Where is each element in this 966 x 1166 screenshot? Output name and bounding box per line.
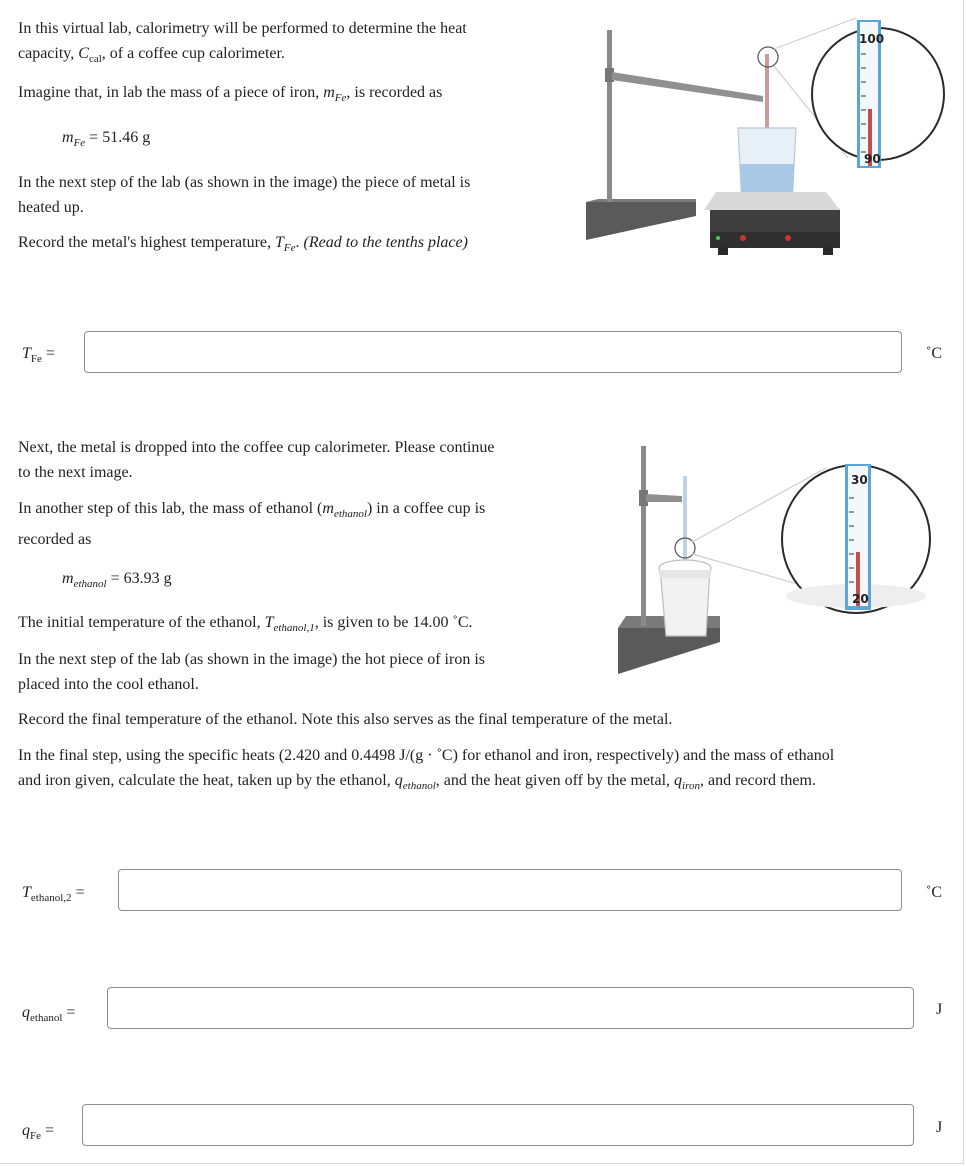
qeth-sub: ethanol (30, 1012, 63, 1024)
calc-paragraph (18, 743, 958, 799)
final-record-text: Record the final temperature of the ethanol. Note this also serves as the final temperature of the metal. (18, 711, 673, 728)
calc-var-q2-sub: iron (682, 780, 700, 792)
clamp2-arm (646, 494, 682, 502)
eth-line-b: ) in a coffee cup is (366, 500, 486, 517)
eq-mass-value: = 51.46 g (89, 129, 151, 146)
place-line-b: placed into the cool ethanol. (18, 676, 199, 693)
intro-paragraph (18, 16, 558, 72)
teth2-sub: ethanol,2 (30, 892, 72, 904)
clamp-arm (612, 72, 763, 102)
thermo2-label-30: 30 (851, 473, 868, 487)
stand2-rod (641, 446, 646, 626)
thermo-label-90: 90 (864, 152, 881, 166)
intro-line-2a: capacity, (18, 45, 75, 62)
mass-line-b: , is recorded as (346, 84, 443, 101)
calc-var-q1-sub: ethanol (402, 780, 436, 792)
record-paragraph (18, 230, 468, 261)
heat-paragraph (18, 170, 558, 220)
tfe-eq: = (45, 345, 55, 362)
calc-line-a: In the final step, using the specific heats (2.420 and 0.4498 J/(g · ˚C) for ethanol and iron, respectively) and the mass of ethanol (18, 747, 835, 764)
teth2-input[interactable] (118, 869, 902, 911)
ethanol-mass-equation (62, 566, 172, 597)
qeth-label (22, 1004, 75, 1024)
calc-line-b3: , and record them. (699, 772, 816, 789)
mass-paragraph (18, 80, 442, 111)
lab-image-calorimeter (612, 442, 942, 682)
qfe-eq: = (45, 1122, 55, 1139)
teth2-unit: ˚C (926, 884, 942, 901)
init-line-a: The initial temperature of the ethanol, (18, 614, 261, 631)
intro-line-2b: , of a coffee cup calorimeter. (101, 45, 285, 62)
record-hint: (Read to the tenths place) (303, 234, 468, 251)
drop-paragraph (18, 435, 578, 485)
qfe-var: q (22, 1122, 30, 1139)
tfe-sub: Fe (30, 353, 42, 365)
mass-line-a: Imagine that, in lab the mass of a piece of iron, (18, 84, 320, 101)
mass-equation (62, 125, 150, 156)
var-C-sub: cal (88, 53, 102, 65)
init-line-b: , is given to be 14.00 ˚C. (314, 614, 473, 631)
stand-rod (607, 30, 612, 202)
stand-base (586, 202, 696, 240)
heat-line-a: In the next step of the lab (as shown in the image) the piece of metal is (18, 174, 471, 191)
qfe-unit: J (936, 1119, 943, 1136)
intro-line-1: In this virtual lab, calorimetry will be performed to determine the heat (18, 20, 467, 37)
eth-eq-value: = 63.93 g (110, 570, 172, 587)
qeth-var: q (22, 1004, 30, 1021)
qfe-label (22, 1122, 54, 1142)
tfe-unit: ˚C (926, 345, 942, 362)
final-record-paragraph (18, 707, 672, 732)
heat-line-b: heated up. (18, 199, 84, 216)
place-line-a: In the next step of the lab (as shown in the image) the hot piece of iron is (18, 651, 485, 668)
eth-var-m: m (322, 500, 334, 517)
qeth-eq: = (66, 1004, 76, 1021)
teth2-var: T (22, 884, 31, 901)
eq-m-sub: Fe (73, 137, 86, 149)
eq-m: m (62, 129, 74, 146)
teth2-label (22, 884, 85, 904)
var-m-sub: Fe (334, 92, 347, 104)
tfe-label (22, 345, 55, 365)
ethanol-mass-paragraph (18, 496, 578, 552)
coffee-cup (660, 568, 710, 636)
record-line-b: . (295, 234, 300, 251)
calc-line-b1: and iron given, calculate the heat, taken up by the ethanol, (18, 772, 391, 789)
var-T: T (275, 234, 284, 251)
tfe-input[interactable] (84, 331, 902, 373)
place-paragraph (18, 647, 578, 697)
eth-var-sub: ethanol (333, 508, 367, 520)
eth-line-c: recorded as (18, 531, 92, 548)
record-line-a: Record the metal's highest temperature, (18, 234, 272, 251)
tfe-var: T (22, 345, 31, 362)
thermo2-label-20: 20 (852, 592, 869, 606)
drop-line-b: to the next image. (18, 464, 133, 481)
calc-var-q1: q (394, 772, 403, 789)
initial-temp-paragraph (18, 610, 473, 641)
eth-eq-sub: ethanol (73, 578, 107, 590)
qfe-sub: Fe (30, 1130, 41, 1142)
calc-line-b2: , and the heat given off by the metal, (435, 772, 671, 789)
drop-line-a: Next, the metal is dropped into the coffee cup calorimeter. Please continue (18, 439, 495, 456)
qfe-input[interactable] (82, 1104, 914, 1146)
qeth-input[interactable] (107, 987, 914, 1029)
var-C: C (78, 45, 89, 62)
calc-var-q2: q (674, 772, 683, 789)
thermo-label-100: 100 (859, 32, 885, 46)
lab-image-heating (578, 14, 948, 264)
teth2-eq: = (75, 884, 85, 901)
init-var-sub: ethanol,1 (273, 622, 315, 634)
var-T-sub: Fe (283, 242, 296, 254)
eth-eq-m: m (62, 570, 74, 587)
init-var-T: T (264, 614, 274, 631)
var-m: m (323, 84, 335, 101)
qeth-unit: J (936, 1001, 943, 1018)
eth-line-a: In another step of this lab, the mass of ethanol ( (18, 500, 323, 517)
